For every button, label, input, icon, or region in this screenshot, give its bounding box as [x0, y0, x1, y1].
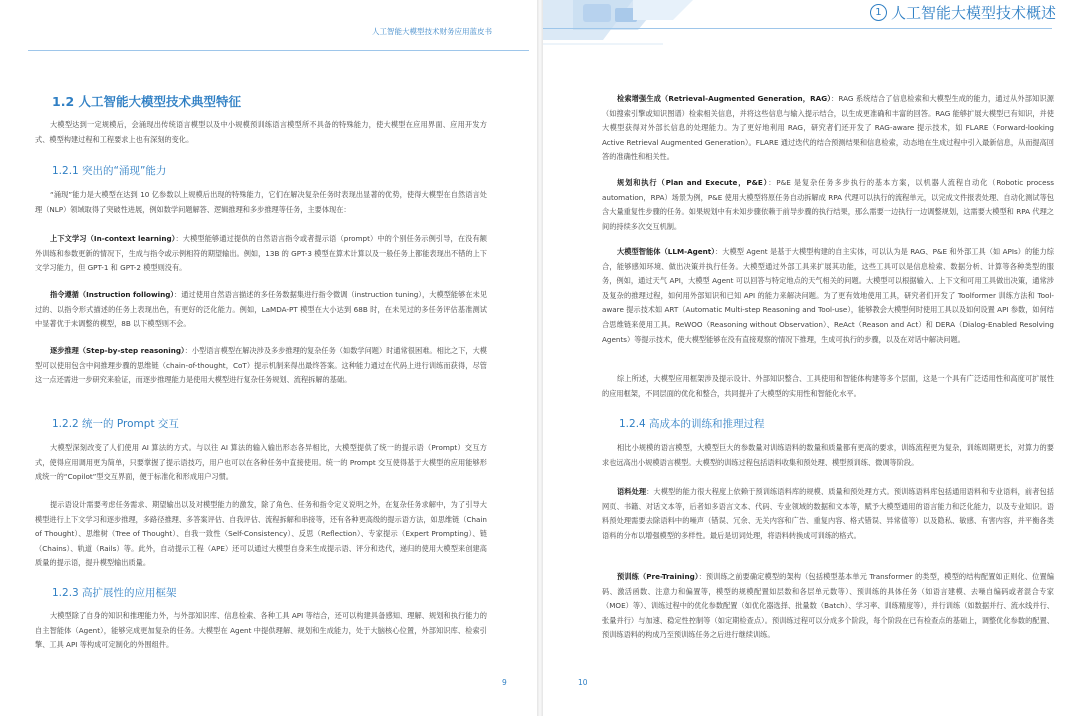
term-rag: 检索增强生成（Retrieval-Augmented Generation，RAG） [617, 94, 832, 103]
paragraph-training-cost: 相比小规模的语言模型，大模型巨大的参数量对训练语料的数量和质量都有更高的要求，训练流程更为复杂，训练周期更长，对算力的要求也远高出小规模语言模型。大模型的训练过程包括语料收集和预处理、模型预训练、微调等阶段。 [602, 443, 1054, 467]
subsection-title-1-2-4: 1.2.4 高成本的训练和推理过程 [619, 418, 765, 430]
page-number: 9 [502, 678, 507, 687]
text-llm-agent: ：大模型 Agent 是基于大模型构建的自主实体，可以认为是 RAG、P&E 和外部工具（如 APIs）的能力综合，能够感知环境、做出决策并执行任务。大模型通过外部工具来扩展其功能，这些工具可以是信息检索、数据分析、计算等各种类型的服务，例如，通过天气 API，大模型 Agent 可以回答与特定地点的天气相关的问题。大模型可以根据输入、上下文和可用工具做出决策，通常涉及复杂的推理过程，如何用外部知识和已知 API 的能力来解决问题。为了更有效地使用工具，研究者们开发了 Toolformer 训练方法和 Tool-aware 提示技术如 ART（Automatic Multi-step Reasoning and Tool-use），能够教会大模型何时使用工具以及如何设置 API 参数，如何结合思维链来使用工具。ReWOO（Reasoning without Observation）、ReAct（Reason and Act）和 DERA（Dialog-Enabled Resolving Agents）等提示技术，使大模型能够在没有直接观察的情况下推理，生成可执行的步骤，以及在对话中解决问题。 [602, 247, 1054, 344]
running-header: 人工智能大模型技术财务应用蓝皮书 [372, 27, 492, 36]
term-step-by-step: 逐步推理（Step-by-step reasoning） [50, 346, 185, 355]
text-instruction-following: ：通过使用自然语言描述的多任务数据集进行指令微调（instruction tuning），大模型能够在未见过的、以指令形式描述的任务上表现出色，有更好的泛化能力。例如，LaMDA-PT 模型在大小达到 68B 时，在未见过的多任务评估基准测试中显著优于未调整的模型，8B 以下模型则不会。 [35, 290, 487, 329]
paragraph-pretraining [602, 570, 1054, 643]
paragraph-step-by-step [35, 344, 487, 388]
chapter-title: 人工智能大模型技术概述 [890, 4, 1056, 22]
header-decoration [543, 0, 853, 58]
section-title: 1.2 人工智能大模型技术典型特征 [52, 94, 241, 109]
term-pretraining: 预训练（Pre-Training） [617, 572, 699, 581]
right-page [543, 0, 1080, 716]
text-step-by-step: ：小型语言模型在解决涉及多步推理的复杂任务（如数学问题）时通常很困难。相比之下，大模型可以使用包含中间推理步骤的思维链（chain-of-thought，CoT）提示机制来得出最终答案。这种能力通过在代码上进行训练而获得，尽管这一点还需进一步研究来验证，而逐步推理能力是使用大模型进行复杂任务规划、流程拆解的基础。 [35, 346, 487, 385]
intro-paragraph: 大模型达到一定规模后，会涌现出传统语言模型以及中小规模预训练语言模型所不具备的特殊能力，使大模型在应用界面、应用开发方式、模型构建过程和工程要求上也有深刻的变化。 [35, 120, 487, 144]
paragraph-summary: 综上所述，大模型应用框架涉及提示设计、外部知识整合、工具使用和智能体构建等多个层面，这是一个具有广泛适用性和高度可扩展性的应用框架，不同层面的优化和整合，共同提升了大模型的实用性和智能化水平。 [602, 374, 1054, 398]
text-pretraining: ：预训练之前要确定模型的架构（包括模型基本单元 Transformer 的类型，模型的结构配置如正则化、位置编码、激活函数、注意力和偏置等，模型的规模配置如层数和各层单元数等）、预训练的具体任务（如语言建模、去噪自编码或者混合专家（MOE）等）、训练过程中的优化参数配置（如优化器选择、批量数（Batch）、学习率、训练精度等），并行训练（如数据并行、流水线并行、张量并行）与加速、稳定性控制等（如定期检查点）。预训练过程可以分成多个阶段，每个阶段在已有检查点的基础上，调整优化参数的配置、预训练语料的构成乃至预训练任务之后进行继续训练。 [602, 572, 1054, 640]
paragraph-rag [602, 92, 1054, 165]
chapter-heading [870, 2, 1056, 23]
chapter-number-badge: 1 [870, 4, 887, 21]
paragraph-llm-agent [602, 245, 1054, 347]
paragraph-emergence: “涌现”能力是大模型在达到 10 亿参数以上规模后出现的特殊能力，它们在解决复杂任务时表现出显著的优势，使得大模型在自然语言处理（NLP）领域取得了突破性进展，例如数学问题解答、逻辑推理和多步推理等任务，主要体现在： [35, 190, 487, 214]
subsection-title-1-2-3: 1.2.3 高扩展性的应用框架 [52, 587, 177, 599]
header-rule [28, 50, 529, 51]
subsection-title-1-2-1: 1.2.1 突出的“涌现”能力 [52, 165, 167, 177]
left-page [0, 0, 537, 716]
text-rag: ：RAG 系统结合了信息检索和大模型生成的能力，通过从外部知识源（如搜索引擎或知识图谱）检索相关信息，并将这些信息与输入提示结合，以生成更准确和丰富的回答。RAG 能够扩展大模型已有知识，并使大模型获得对外部长信息的处理能力。为了更好地利用 RAG，研究者们还开发了 RAG-aware 提示技术，如 FLARE（Forward-looking Active Retrieval Augmented Generation）。FLARE 通过迭代的结合预测结果和信息检索，动态地在生成过程中引入最新信息，从而提高回答的准确性和相关性。 [602, 94, 1054, 162]
paragraph-in-context-learning [35, 232, 487, 276]
text-plan-execute: ：P&E 是复杂任务多步执行的基本方案，以机器人流程自动化（Robotic process automation，RPA）场景为例，P&E 使用大模型将原任务自动拆解成 RPA 代理可以执行的流程单元，以完成文件报表处理、自动化测试等包含大量重复性步骤的任务。如果规划中有未知步骤依赖于前导步骤的执行结果，那么需要一边执行一边调整规划，这需要大模型和 RPA 代理之间的持续多次交互机制。 [602, 178, 1054, 231]
paragraph-framework: 大模型除了自身的知识和推理能力外，与外部知识库、信息检索、各种工具 API 等结合，还可以构建具备感知、理解、规划和执行能力的自主智能体（Agent），能够完成更加复杂的任务。大模型在 Agent 中提供理解、规划和生成能力，处于大脑核心位置，外部知识库、检索引擎、工具 API 等构成可定制化的外围组件。 [35, 611, 487, 650]
term-plan-execute: 规划和执行（Plan and Execute，P&E） [617, 178, 769, 187]
paragraph-prompt-2: 提示语设计需要考虑任务需求、期望输出以及对模型能力的激发，除了角色、任务和指令定义说明之外，在复杂任务求解中，为了引导大模型进行上下文学习和逐步推理，多路径推理、多答案评估、自我评估、流程拆解和串接等，还有各种更高级的提示语方法，如思维链（Chain of Thought）、思维树（Tree of Thought）、自我一致性（Self-Consistency）、反思（Reflection）、专家提示（Expert Prompting）、链（Chains）、轨道（Rails）等。此外，自动提示工程（APE）还可以通过大模型自身来生成提示语、评分和迭代，递归的使用大模型来创建高质量的提示语，提升模型输出质量。 [35, 500, 487, 568]
term-instruction-following: 指令遵循（Instruction following） [50, 290, 175, 299]
subsection-title-1-2-2: 1.2.2 统一的 Prompt 交互 [52, 418, 179, 430]
term-corpus: 语料处理 [617, 487, 647, 496]
term-llm-agent: 大模型智能体（LLM-Agent） [617, 247, 715, 256]
paragraph-plan-execute [602, 176, 1054, 234]
paragraph-instruction-following [35, 288, 487, 332]
text-in-context-learning: ：大模型能够通过提供的自然语言指令或者提示语（prompt）中的个别任务示例引导，在没有额外训练和参数更新的情况下，生成与指令或示例相符的期望输出。例如，13B 的 GPT-3 模型在算术计算以及一般任务上都能表现出不错的上下文学习能力，但 GPT-1 和 GPT-2 模型则没有。 [35, 234, 487, 273]
paragraph-corpus [602, 485, 1054, 543]
term-in-context-learning: 上下文学习（In-context learning） [50, 234, 176, 243]
text-corpus: ：大模型的能力很大程度上依赖于预训练语料库的规模、质量和预处理方式。预训练语料库包括通用语料和专业语料，前者包括网页、书籍、对话文本等，后者如多语言文本、代码、专业领域的数据和文本等，赋予大模型通用的语言能力和泛化能力，以及专业知识。语料预处理需要去除语料中的噪声（错误、冗余、无关内容和广告、重复内容、格式错误、异常值等）以及隐私、敏感、有害内容，并平衡各类语料的分布以增强模型的多样性。最后是切词处理，将语料转换成可训练的格式。 [602, 487, 1054, 540]
paragraph-prompt-1: 大模型深刻改变了人们使用 AI 算法的方式。与以往 AI 算法的输入输出形态各异相比，大模型提供了统一的提示语（Prompt）交互方式，使得应用调用更为简单，只要掌握了提示语技巧，用户也可以在各种任务中直接使用。统一的 Prompt 交互使得基于大模型的应用能够形成统一的“Copilot”型交互界面，便于标准化和形成用户习惯。 [35, 443, 487, 482]
header-rule [543, 28, 1052, 29]
page-number: 10 [578, 678, 588, 687]
